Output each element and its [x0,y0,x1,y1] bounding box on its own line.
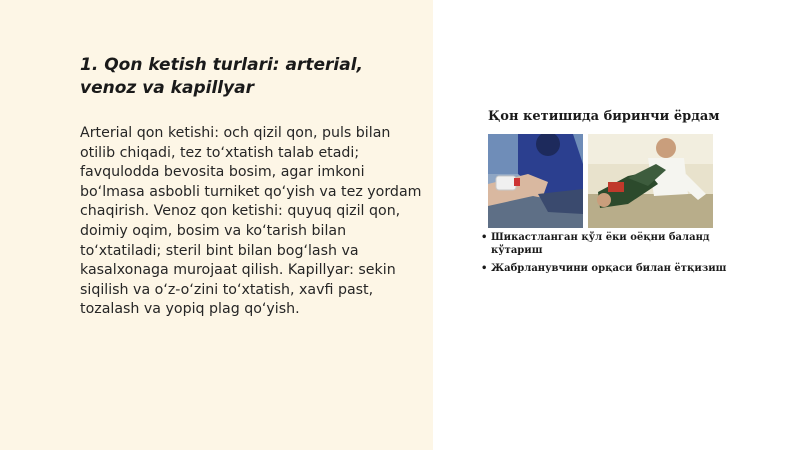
list-item [481,231,731,257]
list-item-text: Жабрланувчини орқаси билан ётқизиш [491,263,727,274]
first-aid-photo-leg-raise [588,134,713,228]
list-item [481,262,731,275]
slide-title: 1. Qon ketish turlari: arterial, venoz va kapillyar [80,55,363,98]
figure-bullet-list [481,231,731,280]
bullet-icon: • [481,232,488,243]
figure-title: Қон кетишида биринчи ёрдам [488,109,720,124]
first-aid-photo-arm [488,134,583,228]
bullet-icon: • [481,263,488,274]
slide-body-text: Arterial qon ketishi: och qizil qon, puls bilan otilib chiqadi, tez to‘xtatish talab etadi; favqulodda bevosita bosim, agar imkoni bo‘lmasa asbobli turniket qo‘yish va tez yordam chaqirish. Venoz qon ketishi: quyuq qizil qon, doimiy oqim, bosim va ko‘tarish bilan to‘xtatiladi; steril bint bilan bog‘lash va kasalxonaga murojaat qilish. Kapillyar: sekin siqilish va o‘z-o‘zini to‘xtatish, xavfi past, tozalash va yopiq plag qo‘yish. [80,125,422,318]
list-item-text: Шикастланган қўл ёки оёқни баланд кўтариш [491,232,710,256]
